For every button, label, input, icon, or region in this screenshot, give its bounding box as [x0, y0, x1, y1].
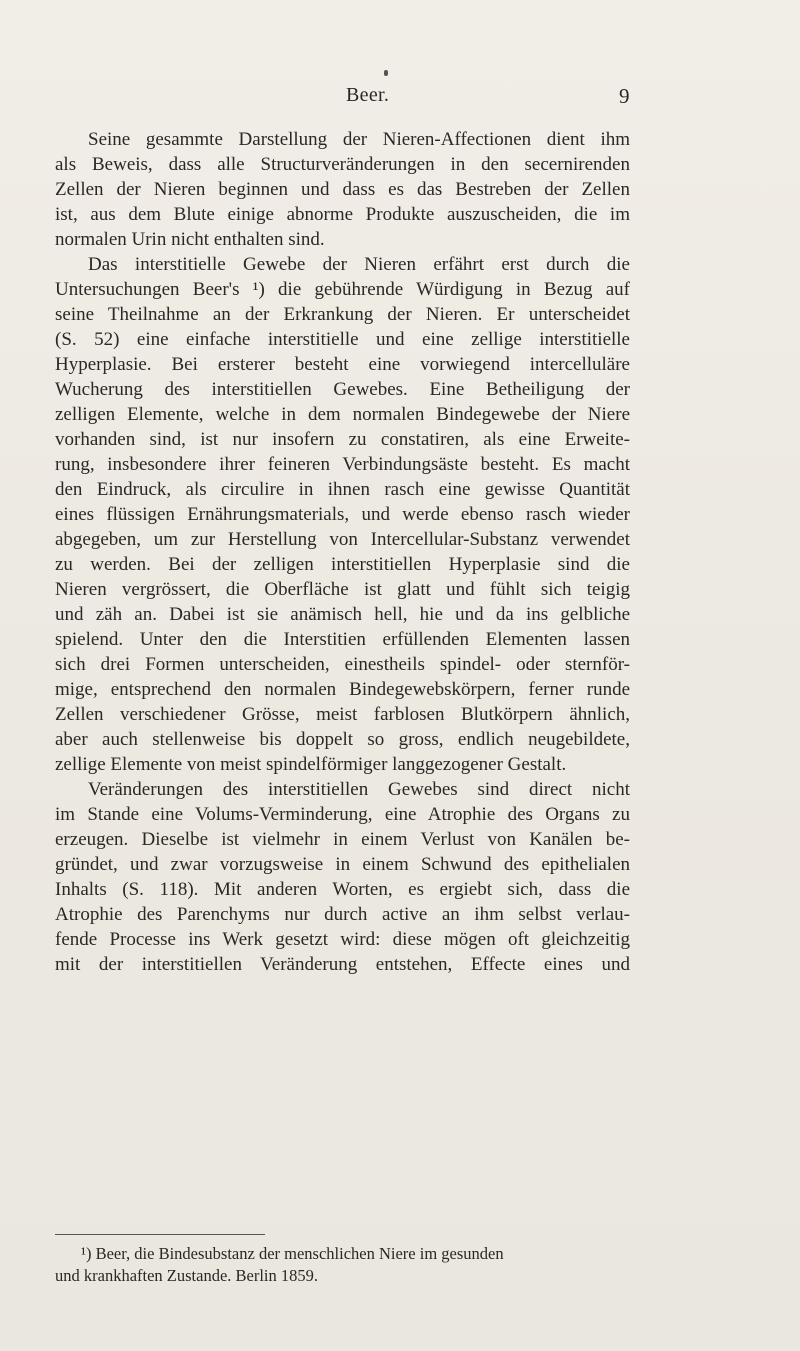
page-number: 9: [619, 84, 630, 108]
text-line: im Stande eine Volums-Verminderung, eine Atrophie des Organs zu: [55, 804, 630, 825]
text-line: Seine gesammte Darstellung der Nieren-Affectionen dient ihm: [88, 129, 630, 150]
text-line: als Beweis, dass alle Structurveränderungen in den secernirenden: [55, 154, 630, 175]
text-line: abgegeben, um zur Herstellung von Intercellular-Substanz verwendet: [55, 529, 630, 550]
text-line: und zäh an. Dabei ist sie anämisch hell, hie und da ins gelbliche: [55, 604, 630, 625]
text-line: fende Processe ins Werk gesetzt wird: diese mögen oft gleichzeitig: [55, 929, 630, 950]
footnote-line: ¹) Beer, die Bindesubstanz der menschlichen Niere im gesunden: [81, 1244, 504, 1263]
main-text: [55, 127, 630, 977]
text-line: spielend. Unter den die Interstitien erfüllenden Elementen lassen: [55, 629, 630, 650]
text-line: mit der interstitiellen Veränderung entstehen, Effecte eines und: [55, 954, 630, 975]
text-line: seine Theilnahme an der Erkrankung der Nieren. Er unterscheidet: [55, 304, 630, 325]
text-line: Wucherung des interstitiellen Gewebes. Eine Betheiligung der: [55, 379, 630, 400]
text-line: Hyperplasie. Bei ersterer besteht eine vorwiegend intercelluläre: [55, 354, 630, 375]
text-line: aber auch stellenweise bis doppelt so gross, endlich neugebildete,: [55, 729, 630, 750]
text-line: rung, insbesondere ihrer feineren Verbindungsäste besteht. Es macht: [55, 454, 630, 475]
text-line: Atrophie des Parenchyms nur durch active an ihm selbst verlau-: [55, 904, 630, 925]
text-line: Nieren vergrössert, die Oberfläche ist glatt und fühlt sich teigig: [55, 579, 630, 600]
text-line: Das interstitielle Gewebe der Nieren erfährt erst durch die: [88, 254, 630, 275]
text-line: gründet, und zwar vorzugsweise in einem Schwund des epithelialen: [55, 854, 630, 875]
text-line: Veränderungen des interstitiellen Gewebes sind direct nicht: [88, 779, 630, 800]
footnote-divider: [55, 1234, 265, 1235]
text-line: den Eindruck, als circulire in ihnen rasch eine gewisse Quantität: [55, 479, 630, 500]
text-line: normalen Urin nicht enthalten sind.: [55, 229, 325, 250]
text-line: Zellen verschiedener Grösse, meist farblosen Blutkörpern ähnlich,: [55, 704, 630, 725]
text-line: vorhanden sind, ist nur insofern zu constatiren, als eine Erweite-: [55, 429, 630, 450]
text-line: sich drei Formen unterscheiden, einestheils spindel- oder sternför-: [55, 654, 630, 675]
text-line: zellige Elemente von meist spindelförmiger langgezogener Gestalt.: [55, 754, 567, 775]
footnote-line: und krankhaften Zustande. Berlin 1859.: [55, 1266, 319, 1285]
text-line: erzeugen. Dieselbe ist vielmehr in einem Verlust von Kanälen be-: [55, 829, 630, 850]
text-line: mige, entsprechend den normalen Bindegewebskörpern, ferner runde: [55, 679, 630, 700]
text-line: Inhalts (S. 118). Mit anderen Worten, es ergiebt sich, dass die: [55, 879, 630, 900]
text-line: zelligen Elemente, welche in dem normalen Bindegewebe der Niere: [55, 404, 630, 425]
ink-mark: [384, 70, 388, 76]
running-head: Beer.: [346, 84, 390, 106]
footnotes: [55, 1243, 630, 1287]
text-line: (S. 52) eine einfache interstitielle und eine zellige interstitielle: [55, 329, 630, 350]
text-line: zu werden. Bei der zelligen interstitiellen Hyperplasie sind die: [55, 554, 630, 575]
page-header: [0, 84, 800, 114]
text-line: ist, aus dem Blute einige abnorme Produkte auszuscheiden, die im: [55, 204, 630, 225]
text-line: Untersuchungen Beer's ¹) die gebührende Würdigung in Bezug auf: [55, 279, 630, 300]
text-line: Zellen der Nieren beginnen und dass es das Bestreben der Zellen: [55, 179, 630, 200]
text-line: eines flüssigen Ernährungsmaterials, und werde ebenso rasch wieder: [55, 504, 630, 525]
